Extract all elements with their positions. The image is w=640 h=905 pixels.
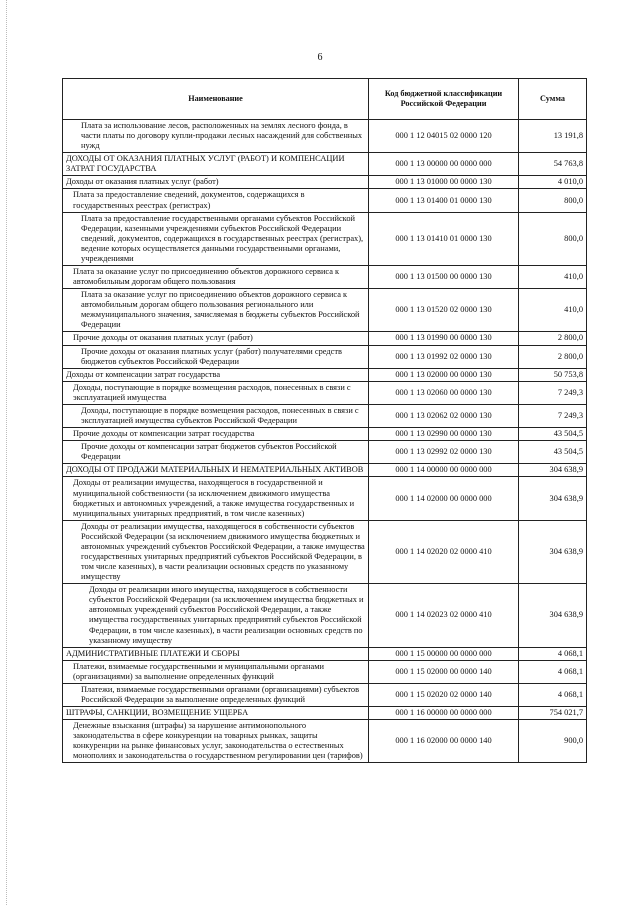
cell-name: Доходы, поступающие в порядке возмещения расходов, понесенных в связи с эксплуатацией имущества	[63, 381, 369, 404]
page-number: 6	[317, 52, 323, 63]
cell-sum: 54 763,8	[519, 153, 587, 176]
cell-name: Доходы от компенсации затрат государства	[63, 368, 369, 381]
table-row	[63, 428, 587, 441]
cell-name: Плата за предоставление государственными органами субъектов Российской Федерации, казенными учреждениями субъектов Российской Федерации сведений, документов, содержащихся в государственных реестрах (регистрах), ведение которых осуществляется данными государственными органами, учреждениями	[63, 212, 369, 265]
cell-sum: 4 068,1	[519, 660, 587, 683]
cell-code: 000 1 16 00000 00 0000 000	[369, 707, 519, 720]
cell-code: 000 1 13 01000 00 0000 130	[369, 176, 519, 189]
cell-sum: 304 638,9	[519, 464, 587, 477]
table-row	[63, 176, 587, 189]
cell-name: ДОХОДЫ ОТ ОКАЗАНИЯ ПЛАТНЫХ УСЛУГ (РАБОТ) И КОМПЕНСАЦИИ ЗАТРАТ ГОСУДАРСТВА	[63, 153, 369, 176]
cell-code: 000 1 13 01520 02 0000 130	[369, 289, 519, 332]
cell-name: Прочие доходы от оказания платных услуг (работ) получателями средств бюджетов субъектов Российской Федерации	[63, 345, 369, 368]
table-row	[63, 720, 587, 763]
cell-name: Платежи, взимаемые государственными органами (организациями) субъектов Российской Федерации за выполнение определенных функций	[63, 683, 369, 706]
cell-sum: 304 638,9	[519, 520, 587, 583]
cell-code: 000 1 13 01990 00 0000 130	[369, 332, 519, 345]
cell-code: 000 1 15 02020 02 0000 140	[369, 683, 519, 706]
table-row	[63, 189, 587, 212]
budget-revenue-table	[62, 78, 587, 763]
header-sum: Сумма	[519, 79, 587, 120]
cell-sum: 13 191,8	[519, 120, 587, 153]
cell-name: Денежные взыскания (штрафы) за нарушение антимонопольного законодательства в сфере конкуренции на товарных рынках, защиты конкуренции на рынке финансовых услуг, законодательства о естественных монополиях и законодательства о государственном регулировании цен (тарифов)	[63, 720, 369, 763]
scan-margin-line	[0, 0, 7, 905]
cell-sum: 410,0	[519, 289, 587, 332]
cell-sum: 2 800,0	[519, 345, 587, 368]
cell-name: Доходы от реализации имущества, находящегося в государственной и муниципальной собственности (за исключением движимого имущества бюджетных и автономных учреждений, а также имущества государственных и муниципальных унитарных предприятий, в том числе казенных)	[63, 477, 369, 520]
cell-sum: 43 504,5	[519, 428, 587, 441]
table-row	[63, 584, 587, 647]
table-row	[63, 289, 587, 332]
cell-name: ДОХОДЫ ОТ ПРОДАЖИ МАТЕРИАЛЬНЫХ И НЕМАТЕРИАЛЬНЫХ АКТИВОВ	[63, 464, 369, 477]
cell-code: 000 1 14 02000 00 0000 000	[369, 477, 519, 520]
table-row	[63, 660, 587, 683]
cell-code: 000 1 13 02060 00 0000 130	[369, 381, 519, 404]
cell-name: Прочие доходы от компенсации затрат бюджетов субъектов Российской Федерации	[63, 441, 369, 464]
cell-sum: 2 800,0	[519, 332, 587, 345]
table-row	[63, 520, 587, 583]
cell-name: Прочие доходы от оказания платных услуг (работ)	[63, 332, 369, 345]
cell-code: 000 1 13 02000 00 0000 130	[369, 368, 519, 381]
cell-code: 000 1 13 01992 02 0000 130	[369, 345, 519, 368]
cell-code: 000 1 13 00000 00 0000 000	[369, 153, 519, 176]
cell-name: Плата за предоставление сведений, документов, содержащихся в государственных реестрах (регистрах)	[63, 189, 369, 212]
cell-sum: 43 504,5	[519, 441, 587, 464]
cell-code: 000 1 13 02062 02 0000 130	[369, 404, 519, 427]
header-name: Наименование	[63, 79, 369, 120]
cell-sum: 800,0	[519, 189, 587, 212]
cell-code: 000 1 13 01400 01 0000 130	[369, 189, 519, 212]
table-row	[63, 683, 587, 706]
table-row	[63, 153, 587, 176]
cell-name: Плата за оказание услуг по присоединению объектов дорожного сервиса к автомобильным дорогам общего пользования регионального или межмуниципального значения, зачисляемая в бюджеты субъектов Российской Федерации	[63, 289, 369, 332]
cell-name: Доходы от реализации иного имущества, находящегося в собственности субъектов Российской Федерации (за исключением имущества бюджетных и автономных учреждений субъектов Российской Федерации, а также имущества государственных унитарных предприятий субъектов Российской Федерации, в том числе казенных), в части реализации основных средств по указанному имуществу	[63, 584, 369, 647]
cell-name: Плата за оказание услуг по присоединению объектов дорожного сервиса к автомобильным дорогам общего пользования	[63, 266, 369, 289]
cell-code: 000 1 15 02000 00 0000 140	[369, 660, 519, 683]
cell-sum: 800,0	[519, 212, 587, 265]
table-row	[63, 345, 587, 368]
cell-sum: 304 638,9	[519, 584, 587, 647]
cell-name: Доходы от реализации имущества, находящегося в собственности субъектов Российской Федерации (за исключением движимого имущества бюджетных и автономных учреждений субъектов Российской Федерации, а также имущества государственных унитарных предприятий субъектов Российской Федерации, в том числе казенных), в части реализации основных средств по указанному имуществу	[63, 520, 369, 583]
table-row	[63, 707, 587, 720]
table-row	[63, 404, 587, 427]
cell-sum: 50 753,8	[519, 368, 587, 381]
table-row	[63, 368, 587, 381]
cell-code: 000 1 13 02990 00 0000 130	[369, 428, 519, 441]
cell-name: Плата за использование лесов, расположенных на землях лесного фонда, в части платы по договору купли-продажи лесных насаждений для собственных нужд	[63, 120, 369, 153]
cell-code: 000 1 13 01500 00 0000 130	[369, 266, 519, 289]
cell-sum: 7 249,3	[519, 381, 587, 404]
cell-sum: 7 249,3	[519, 404, 587, 427]
cell-name: Доходы, поступающие в порядке возмещения расходов, понесенных в связи с эксплуатацией имущества субъектов Российской Федерации	[63, 404, 369, 427]
cell-name: АДМИНИСТРАТИВНЫЕ ПЛАТЕЖИ И СБОРЫ	[63, 647, 369, 660]
cell-code: 000 1 16 02000 00 0000 140	[369, 720, 519, 763]
table-row	[63, 332, 587, 345]
cell-code: 000 1 12 04015 02 0000 120	[369, 120, 519, 153]
cell-code: 000 1 14 00000 00 0000 000	[369, 464, 519, 477]
cell-sum: 4 010,0	[519, 176, 587, 189]
table-row	[63, 441, 587, 464]
cell-code: 000 1 14 02023 02 0000 410	[369, 584, 519, 647]
cell-sum: 754 021,7	[519, 707, 587, 720]
table-body	[63, 120, 587, 763]
cell-sum: 4 068,1	[519, 647, 587, 660]
table-row	[63, 477, 587, 520]
header-code: Код бюджетной классификации Российской Федерации	[369, 79, 519, 120]
cell-sum: 410,0	[519, 266, 587, 289]
cell-name: Платежи, взимаемые государственными и муниципальными органами (организациями) за выполнение определенных функций	[63, 660, 369, 683]
table-row	[63, 266, 587, 289]
cell-code: 000 1 14 02020 02 0000 410	[369, 520, 519, 583]
table-row	[63, 212, 587, 265]
cell-code: 000 1 15 00000 00 0000 000	[369, 647, 519, 660]
table-row	[63, 381, 587, 404]
cell-sum: 900,0	[519, 720, 587, 763]
table-header-row	[63, 79, 587, 120]
cell-sum: 4 068,1	[519, 683, 587, 706]
cell-name: Доходы от оказания платных услуг (работ)	[63, 176, 369, 189]
cell-name: Прочие доходы от компенсации затрат государства	[63, 428, 369, 441]
table-row	[63, 647, 587, 660]
cell-sum: 304 638,9	[519, 477, 587, 520]
table-row	[63, 464, 587, 477]
cell-code: 000 1 13 01410 01 0000 130	[369, 212, 519, 265]
cell-code: 000 1 13 02992 02 0000 130	[369, 441, 519, 464]
table-row	[63, 120, 587, 153]
cell-name: ШТРАФЫ, САНКЦИИ, ВОЗМЕЩЕНИЕ УЩЕРБА	[63, 707, 369, 720]
